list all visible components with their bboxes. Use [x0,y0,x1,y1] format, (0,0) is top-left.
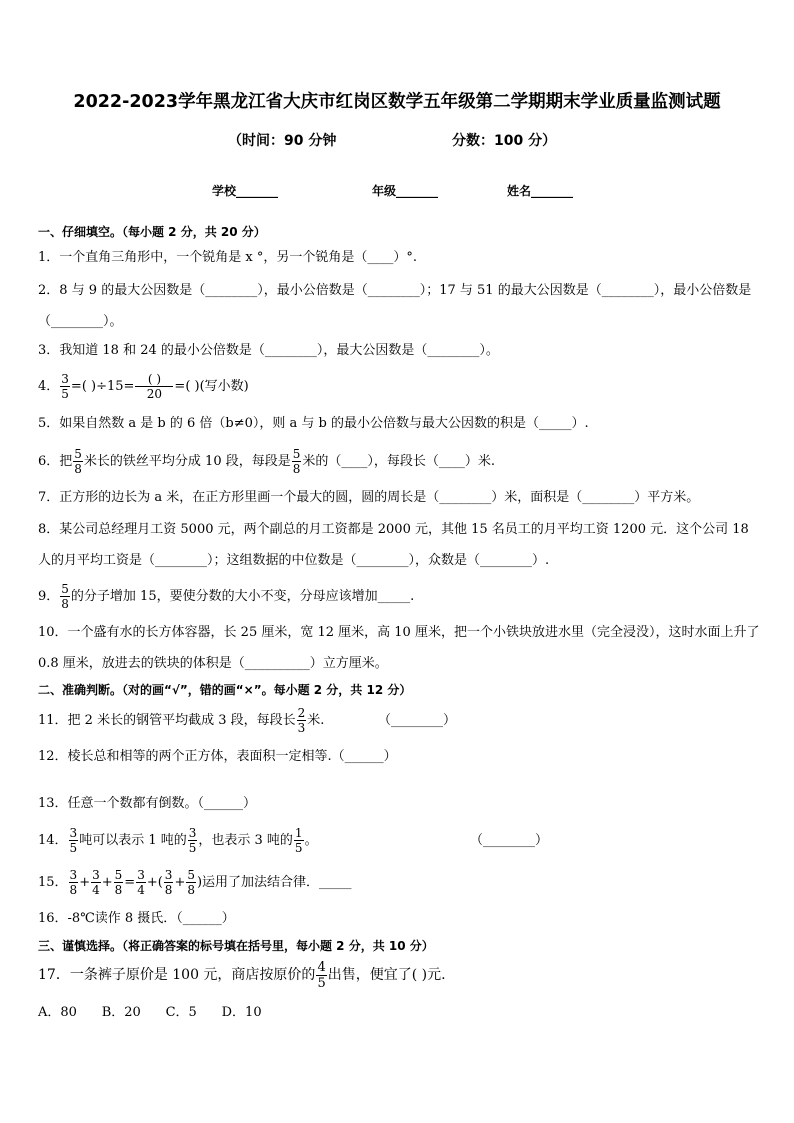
q6-text-a: 6．把 [38,454,73,469]
page-title: 2022-2023学年黑龙江省大庆市红岗区数学五年级第二学期期末学业质量监测试题 [73,92,721,112]
q15-text-c: )运用了加法结合律．_____ [196,875,352,890]
numerator: 3 [92,868,100,882]
q4-text-b: =( )÷15= [70,379,135,394]
numerator: 5 [187,868,195,882]
q14-text-c: ，也表示 3 吨的 [198,833,293,848]
numerator: 3 [164,868,173,882]
q11-text-a: 11．把 2 米长的钢管平均截成 3 段，每段长 [38,713,296,728]
q14-text-b: 吨可以表示 1 吨的 [79,833,187,848]
numerator: 5 [61,582,69,596]
q14-answer-blank[interactable]: （________） [470,833,549,848]
denominator: 8 [164,883,173,897]
numerator: 3 [69,868,78,882]
question-12: 12．棱长总和相等的两个正方体，表面积一定相等.（______） [38,749,397,764]
time-limit: （时间：90 分钟 [228,133,337,149]
q17-text-a: 17．一条裤子原价是 100 元，商店按原价的 [38,967,316,983]
question-2: 2．8 与 9 的最大公因数是（________），最小公倍数是（________）；17 与 51 的最大公因数是（________），最小公倍数是（________）。 [38,283,752,329]
numerator: 3 [69,826,78,840]
grade-field[interactable]: 年级_______ [372,184,439,198]
denominator: 8 [61,597,69,611]
question-15: 15． $\frac{3}{8}$ + $\frac{3}{4}$ + $\frac{5}{8}$ = $\frac{3}{4}$ +( $\frac{3}{8}$ + $\frac{5}{8}$ )运用了加法结合律．_____ [38,868,352,897]
denominator: 5 [317,975,326,991]
question-14 [38,822,760,860]
name-field[interactable]: 姓名_______ [507,184,574,198]
q11-text-b: 米. [307,713,325,728]
fraction [164,869,174,896]
fraction [69,827,79,854]
section-2-heading: 二、准确判断。（对的画“√”，错的画“×”。每小题 2 分，共 12 分） [38,683,412,697]
full-score: 分数：100 分） [452,133,557,149]
denominator: 8 [292,462,301,476]
fraction [316,961,326,990]
question-9 [38,580,760,614]
q15-number: 15． [38,875,68,890]
question-17-options[interactable]: A．80 B．20 C．5 D．10 [38,1005,262,1020]
q9-text: 的分子增加 15，要使分数的大小不变，分母应该增加_____. [70,589,415,604]
question-3: 3．我知道 18 和 24 的最小公倍数是（________），最大公因数是（________）。 [38,343,499,358]
fraction [292,448,302,475]
question-10: 10．一个盛有水的长方体容器，长 25 厘米，宽 12 厘米，高 10 厘米，把一个小铁块放进水里（完全浸没），这时水面上升了 0.8 厘米，放进去的铁块的体积是（__________）立方厘米。 [38,625,760,671]
denominator: 20 [146,387,163,401]
question-13: 13．任意一个数都有倒数。（______） [38,796,257,811]
fraction [188,827,198,854]
question-17 [38,956,760,994]
school-field[interactable]: 学校_______ [212,184,279,198]
q17-text-b: 出售，便宜了( )元. [327,967,446,983]
numerator: 1 [294,826,303,840]
question-8: 8．某公司总经理月工资 5000 元，两个副总的月工资都是 2000 元，其他 15 名员工的月平均工资 1200 元．这个公司 18 人的月平均工资是（________）；这组数据的中位数是（________），众数是（________）. [38,522,749,568]
fraction [297,707,307,734]
question-11 [38,704,760,738]
numerator: 5 [114,868,123,882]
numerator: 3 [188,826,197,840]
question-7: 7．正方形的边长为 a 米，在正方形里画一个最大的圆，圆的周长是（________）米，面积是（________）平方米。 [38,490,700,505]
denominator: 5 [69,841,78,855]
section-1-heading: 一、仔细填空。（每小题 2 分，共 20 分） [38,225,266,239]
denominator: 5 [61,387,69,401]
fraction [73,448,83,475]
question-5: 5．如果自然数 a 是 b 的 6 倍（b≠0），则 a 与 b 的最小公倍数与最大公因数的积是（_____）. [38,416,589,431]
fraction [135,373,173,400]
q14-text-e: 。 [304,833,318,848]
denominator: 8 [187,883,195,897]
denominator: 3 [297,721,306,735]
numerator: 3 [61,372,69,386]
numerator: ( ) [135,373,173,387]
q4-number: 4． [38,379,60,394]
q9-number: 9． [38,589,60,604]
denominator: 8 [69,883,78,897]
denominator: 4 [137,883,145,897]
fraction [91,869,101,896]
q6-text-c: 米的（____），每段长（____）米. [302,454,496,469]
q14-number: 14． [38,833,68,848]
denominator: 8 [114,883,123,897]
section-3-heading: 三、谨慎选择。（将正确答案的标号填在括号里，每小题 2 分，共 10 分） [38,939,434,953]
question-16: 16．-8℃读作 8 摄氏．（______） [38,911,235,926]
question-1: 1．一个直角三角形中，一个锐角是 x °，另一个锐角是（____）°. [38,250,417,265]
fraction [294,827,304,854]
fraction [60,583,70,610]
q15-text-b: +( [146,875,163,890]
numerator: 5 [292,447,301,461]
denominator: 8 [74,462,82,476]
denominator: 4 [92,883,100,897]
question-4 [38,368,760,406]
fraction [69,869,79,896]
numerator: 2 [297,706,306,720]
q6-text-b: 米长的铁丝平均分成 10 段，每段是 [83,454,291,469]
fraction [114,869,124,896]
fraction [136,869,146,896]
question-6 [38,445,760,479]
denominator: 5 [188,841,197,855]
fraction [186,869,196,896]
fraction [60,373,70,400]
q4-text-c: =( )(写小数) [174,379,249,394]
numerator: 3 [137,868,145,882]
numerator: 4 [317,959,326,975]
denominator: 5 [294,841,303,855]
numerator: 5 [74,447,82,461]
q11-answer-blank[interactable]: （________） [378,713,457,728]
